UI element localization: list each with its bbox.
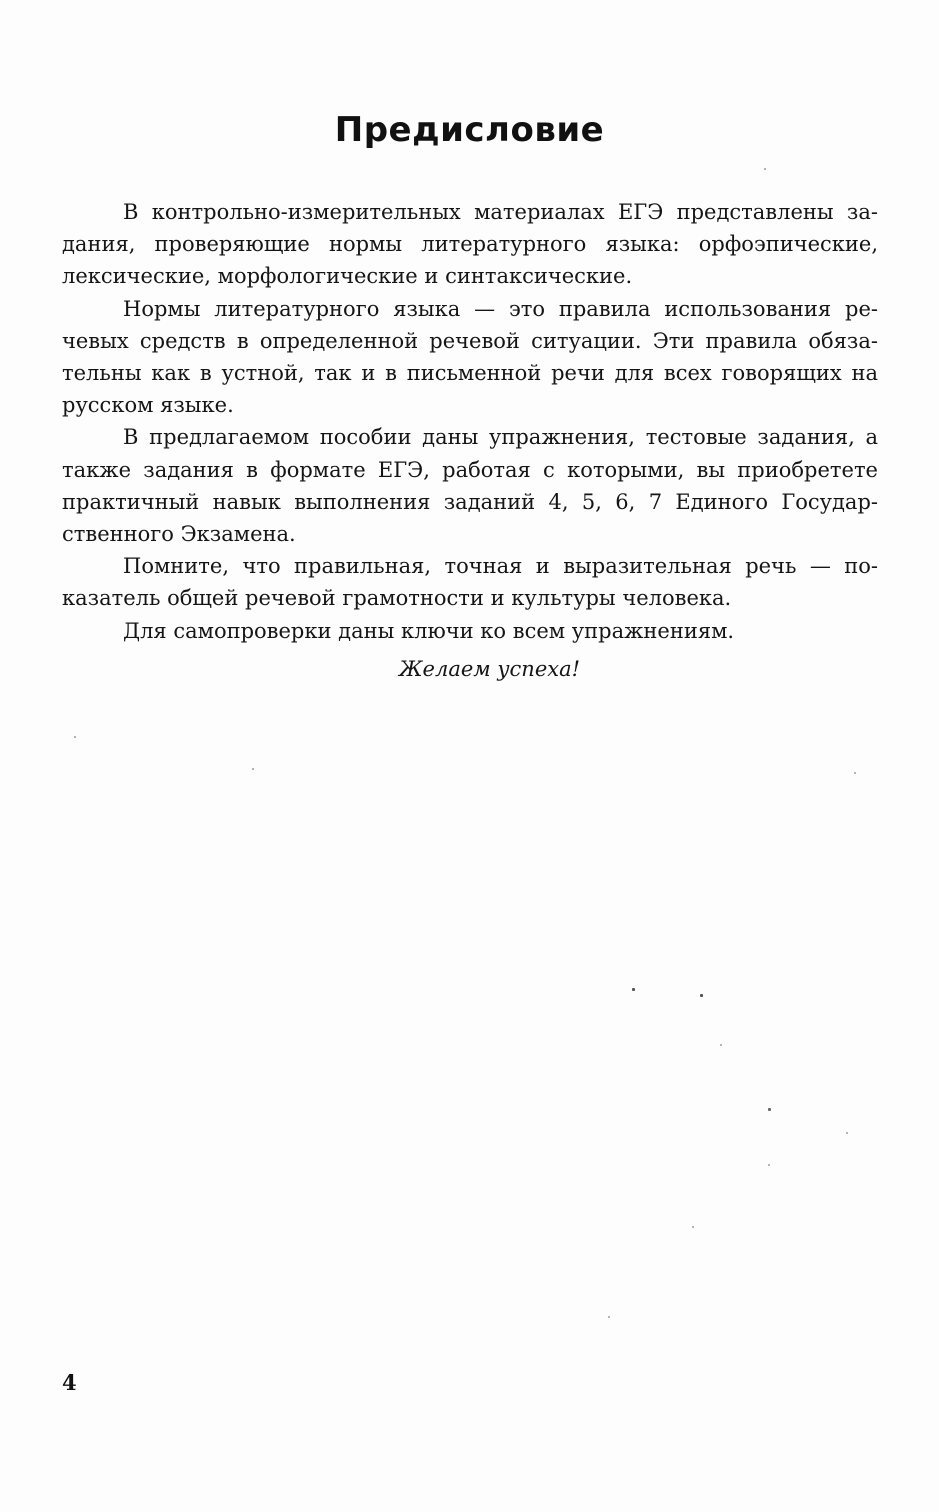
preface-body	[62, 196, 878, 647]
paragraph-4: Помните, что правильная, точная и выразительная речь — показатель общей речевой грамотности и культуры человека.	[62, 554, 878, 611]
closing-wish: Желаем успеха!	[398, 657, 581, 681]
paragraph-1: В контрольно-измерительных материалах ЕГЭ представлены задания, проверяющие нормы литературного языка: орфоэпические, лексические, морфологические и синтаксические.	[62, 200, 878, 289]
scan-speck	[846, 1132, 848, 1134]
paragraph-3: В предлагаемом пособии даны упражнения, тестовые задания, а также задания в формате ЕГЭ, работая с которыми, вы приобретете практичный навык выполнения заданий 4, 5, 6, 7 Единого Государственного Экзамена.	[62, 425, 878, 547]
scan-speck	[768, 1108, 771, 1111]
page-title: Предисловие	[334, 110, 605, 150]
scan-speck	[768, 1164, 770, 1166]
paragraph-2: Нормы литературного языка — это правила использования речевых средств в определенной речевой ситуации. Эти правила обязательны как в устной, так и в письменной речи для всех говорящих на русском языке.	[62, 296, 878, 418]
scan-speck	[854, 772, 856, 774]
scan-speck	[692, 1226, 694, 1228]
page-number: 4	[62, 1370, 77, 1395]
scan-speck	[764, 168, 766, 170]
scan-speck	[608, 1316, 610, 1318]
scan-speck	[632, 988, 635, 991]
scan-speck	[720, 1044, 722, 1046]
scan-speck	[252, 768, 254, 770]
scan-speck	[700, 994, 703, 997]
paragraph-5: Для самопроверки даны ключи ко всем упражнениям.	[123, 618, 735, 643]
scan-speck	[74, 736, 76, 738]
